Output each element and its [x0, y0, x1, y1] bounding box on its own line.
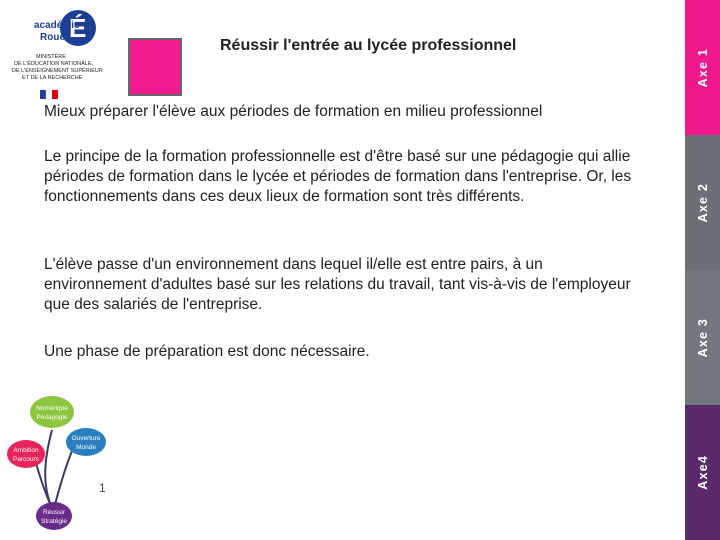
paragraph-principle: Le principe de la formation professionnelle est d'être basé sur une pédagogie qui allie périodes de formation dans le lycée et périodes de formation dans l'entreprise. Or, les fonctionnements dans ces deux lieux de formation sont très différents.: [44, 148, 632, 205]
node-ouverture-label-2: Monde: [76, 444, 96, 451]
axis-navigation: [685, 0, 720, 540]
paragraph-environment: L'élève passe d'un environnement dans lequel il/elle est entre pairs, à un environnement d'adultes basé sur les relations du travail, tant vis-à-vis de l'employeur que des salariés de l'entreprise.: [44, 256, 631, 313]
diagram-node-numerique[interactable]: [30, 396, 74, 428]
diagram-node-ambition[interactable]: [7, 440, 45, 468]
page-title: Réussir l'entrée au lycée professionnel: [220, 37, 517, 54]
tab-axe-3[interactable]: [685, 270, 720, 405]
node-reussir-label-1: Réussir: [42, 509, 66, 516]
page-number: 1: [99, 481, 106, 495]
tab-axe-2-label: Axe 2: [695, 182, 710, 223]
ministry-line-1: MINISTÈRE: [36, 54, 66, 60]
node-numerique-label-1: Numérique: [36, 405, 68, 412]
tab-axe-4-label: Axe4: [695, 455, 710, 490]
tab-axe-4[interactable]: [685, 405, 720, 540]
node-ambition-label-2: Parcours: [12, 456, 40, 463]
svg-text:É: É: [69, 13, 87, 43]
node-reussir-label-2: Stratégie: [40, 518, 68, 525]
tab-axe-1[interactable]: [685, 0, 720, 135]
academie-rouen-logo: [6, 6, 106, 106]
logo-academie-text: académie: [34, 20, 80, 31]
node-ambition-label-1: Ambition: [13, 447, 39, 454]
diagram-node-reussir[interactable]: [36, 502, 72, 530]
ministry-line-3: DE L'ENSEIGNEMENT SUPÉRIEUR: [12, 68, 103, 74]
french-flag-icon: [40, 90, 58, 99]
axes-diagram: [4, 390, 134, 536]
section-subtitle: Mieux préparer l'élève aux périodes de formation en milieu professionnel: [44, 103, 543, 120]
diagram-node-ouverture[interactable]: [66, 428, 106, 456]
ministry-line-2: DE L'ÉDUCATION NATIONALE,: [14, 61, 94, 67]
paragraph-preparation: Une phase de préparation est donc nécessaire.: [44, 343, 370, 360]
tab-axe-3-label: Axe 3: [695, 317, 710, 358]
tab-axe-1-label: Axe 1: [695, 47, 710, 88]
tab-axe-2[interactable]: [685, 135, 720, 270]
decorative-pink-square: [128, 38, 182, 96]
logo-rouen-text: Rouen: [40, 32, 72, 43]
node-numerique-label-2: Pédagogie: [36, 414, 68, 421]
ministry-line-4: ET DE LA RECHERCHE: [22, 75, 83, 81]
node-ouverture-label-1: Ouverture: [71, 435, 101, 442]
